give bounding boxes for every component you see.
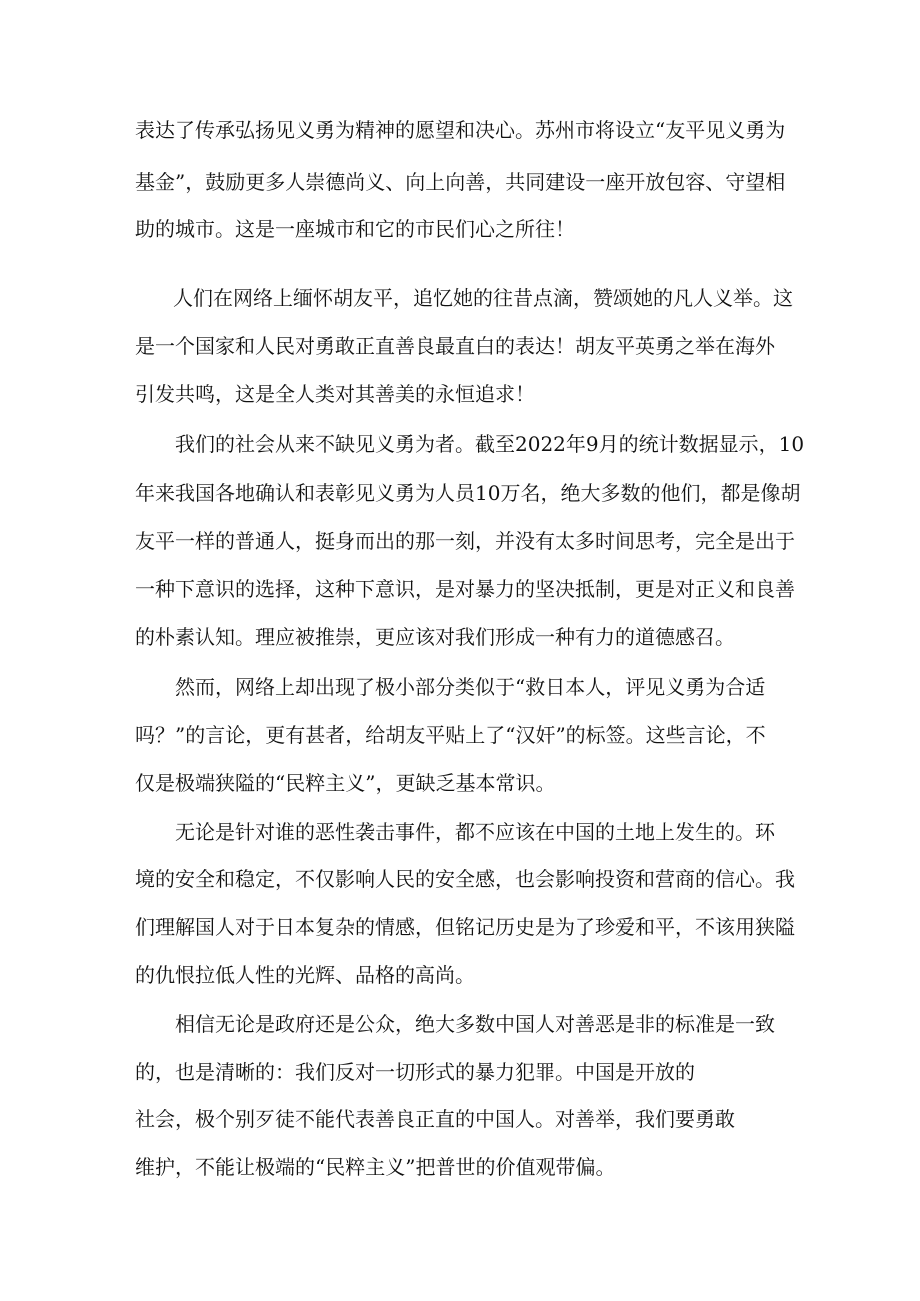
text-line-9: 友平一样的普通人，挺身而出的那一刻，并没有太多时间思考，完全是出于	[135, 529, 795, 553]
text-line-20: 的，也是清晰的：我们反对一切形式的暴力犯罪。中国是开放的	[135, 1060, 695, 1084]
text-line-11: 的朴素认知。理应被推崇，更应该对我们形成一种有力的道德感召。	[135, 625, 735, 649]
text-line-22: 维护，不能让极端的“民粹主义”把普世的价值观带偏。	[135, 1155, 616, 1179]
text-line-14: 仅是极端狭隘的“民粹主义”，更缺乏基本常识。	[135, 771, 556, 795]
text-line-21: 社会，极个别歹徒不能代表善良正直的中国人。对善举，我们要勇敢	[135, 1107, 735, 1131]
text-line-8: 年来我国各地确认和表彰见义勇为人员10万名，绝大多数的他们，都是像胡	[135, 481, 801, 505]
text-line-6: 引发共鸣，这是全人类对其善美的永恒追求！	[135, 382, 535, 406]
text-line-5: 是一个国家和人民对勇敢正直善良最直白的表达！胡友平英勇之举在海外	[135, 334, 775, 358]
text-line-1: 表达了传承弘扬见义勇为精神的愿望和决心。苏州市将设立“友平见义勇为	[135, 118, 786, 142]
text-line-17: 们理解国人对于日本复杂的情感，但铭记历史是为了珍爱和平，不该用狭隘	[135, 915, 795, 939]
text-line-7: 我们的社会从来不缺见义勇为者。截至2022年9月的统计数据显示，10	[175, 432, 805, 456]
text-line-16: 境的安全和稳定，不仅影响人民的安全感，也会影响投资和营商的信心。我	[135, 867, 795, 891]
text-line-2: 基金”，鼓励更多人崇德尚义、向上向善，共同建设一座开放包容、守望相	[135, 170, 786, 194]
text-line-13: 吗？”的言论，更有甚者，给胡友平贴上了“汉奸”的标签。这些言论，不	[135, 723, 766, 747]
text-line-3: 助的城市。这是一座城市和它的市民们心之所往！	[135, 217, 575, 241]
text-line-12: 然而，网络上却出现了极小部分类似于“救日本人，评见义勇为合适	[175, 675, 766, 699]
text-line-18: 的仇恨拉低人性的光辉、品格的高尚。	[135, 963, 475, 987]
text-line-15: 无论是针对谁的恶性袭击事件，都不应该在中国的土地上发生的。环	[175, 820, 775, 844]
text-line-10: 一种下意识的选择，这种下意识，是对暴力的坚决抵制，更是对正义和良善	[135, 577, 795, 601]
text-line-4: 人们在网络上缅怀胡友平，追忆她的往昔点滴，赞颂她的凡人义举。这	[173, 286, 793, 310]
text-line-19: 相信无论是政府还是公众，绝大多数中国人对善恶是非的标准是一致	[175, 1012, 775, 1036]
